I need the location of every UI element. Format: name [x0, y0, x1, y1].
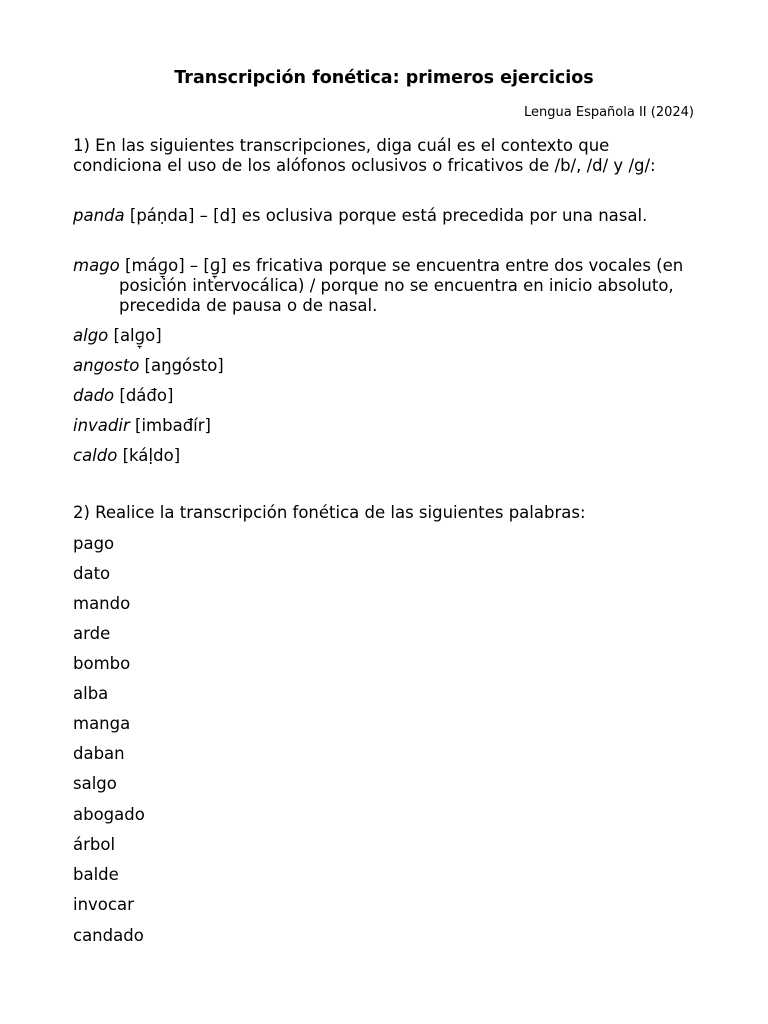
word-list-item: pago [73, 534, 115, 553]
word-list-item: bombo [73, 654, 131, 673]
transcription-item [73, 386, 173, 406]
transcription-item [73, 356, 224, 376]
item-transcription: [imbađír] [129, 416, 211, 435]
word-list-item: manga [73, 714, 131, 733]
item-word: algo [73, 326, 109, 345]
word-list-item: invocar [73, 895, 134, 914]
item-word: caldo [73, 446, 118, 465]
item-word: invadir [73, 416, 130, 435]
item-transcription: [aŋgósto] [139, 356, 224, 375]
word-list-item: dato [73, 564, 111, 583]
word-list-item: alba [73, 684, 109, 703]
word-list-item: candado [73, 926, 144, 945]
item-transcription: [dáđo] [114, 386, 174, 405]
course-subtitle: Lengua Española II (2024) [524, 105, 694, 120]
word-list-item: abogado [73, 805, 145, 824]
item-transcription: [káḷdo] [117, 446, 181, 465]
question-1-prompt: 1) En las siguientes transcripciones, diga cuál es el contexto que condiciona el uso de los alófonos oclusivos o fricativos de /b/, /d/ y /g/: [73, 136, 656, 175]
example-paragraph [73, 206, 744, 226]
transcription-item [73, 326, 162, 346]
page-title: Transcripción fonética: primeros ejercicios [174, 68, 594, 88]
word-list-item: daban [73, 744, 125, 763]
item-word: angosto [73, 356, 140, 375]
word-list-item: salgo [73, 774, 117, 793]
item-word: dado [73, 386, 115, 405]
example-word: panda [73, 206, 125, 225]
word-list-item: mando [73, 594, 131, 613]
example-explanation: [máɡ̞o] – [ɡ̞] es fricativa porque se encuentra entre dos vocales (en posición intervocálica) / porque no se encuentra en inicio absoluto, precedida de pausa o de nasal. [119, 256, 684, 315]
word-list-item: arde [73, 624, 111, 643]
example-paragraph [73, 256, 744, 316]
word-list-item: balde [73, 865, 119, 884]
example-word: mago [73, 256, 120, 275]
question-2-prompt: 2) Realice la transcripción fonética de las siguientes palabras: [73, 503, 586, 522]
transcription-item [73, 446, 180, 466]
item-transcription: [alɡ̞o] [108, 326, 162, 345]
word-list-item: árbol [73, 835, 116, 854]
example-explanation: [páṇda] – [d] es oclusiva porque está precedida por una nasal. [124, 206, 648, 225]
transcription-item [73, 416, 211, 436]
